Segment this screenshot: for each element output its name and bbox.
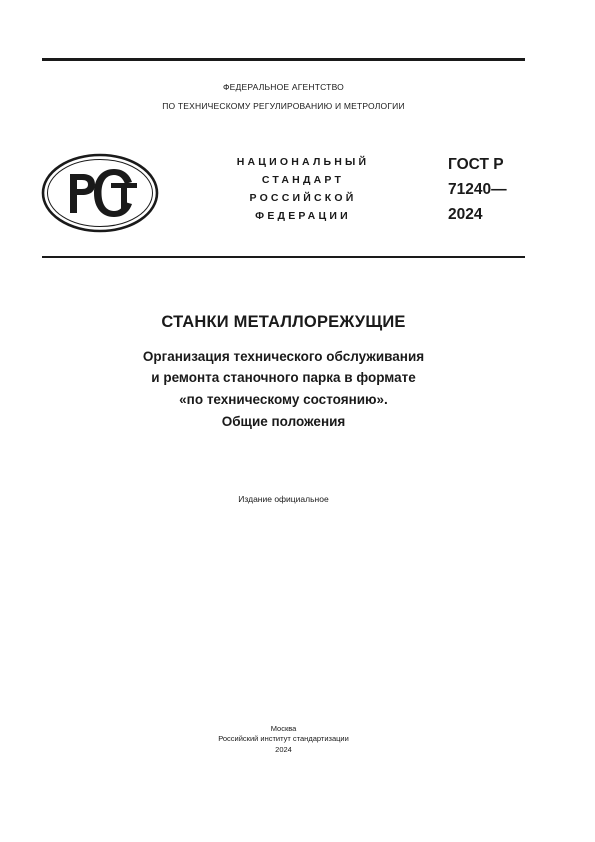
imprint-year: 2024 [275,745,292,754]
rst-emblem-icon [41,153,159,233]
designation-line-1: ГОСТ Р [448,156,504,173]
standard-type-line-3: РОССИЙСКОЙ [249,192,357,204]
document-title: СТАНКИ МЕТАЛЛОРЕЖУЩИЕ [161,313,406,331]
top-rule [42,58,525,61]
imprint-city: Москва [270,724,297,733]
agency-name-line-1: ФЕДЕРАЛЬНОЕ АГЕНТСТВО [223,82,344,92]
standard-type-line-4: ФЕДЕРАЦИИ [255,210,351,222]
agency-name-line-2: ПО ТЕХНИЧЕСКОМУ РЕГУЛИРОВАНИЮ И МЕТРОЛОГИИ [162,101,405,111]
standard-type-line-2: СТАНДАРТ [261,174,345,186]
middle-rule [42,256,525,258]
standard-type-line-1: НАЦИОНАЛЬНЫЙ [236,156,370,168]
imprint-publisher: Российский институт стандартизации [218,734,349,743]
document-subtitle-line-3: «по техническому состоянию». [179,392,388,407]
document-subtitle-line-1: Организация технического обслуживания [142,349,425,364]
document-subtitle-line-2: и ремонта станочного парка в формате [151,370,416,385]
document-subtitle-line-4: Общие положения [221,414,346,429]
designation-line-2: 71240— [448,181,507,198]
edition-note: Издание официальное [238,494,329,504]
designation-line-3: 2024 [448,206,483,223]
